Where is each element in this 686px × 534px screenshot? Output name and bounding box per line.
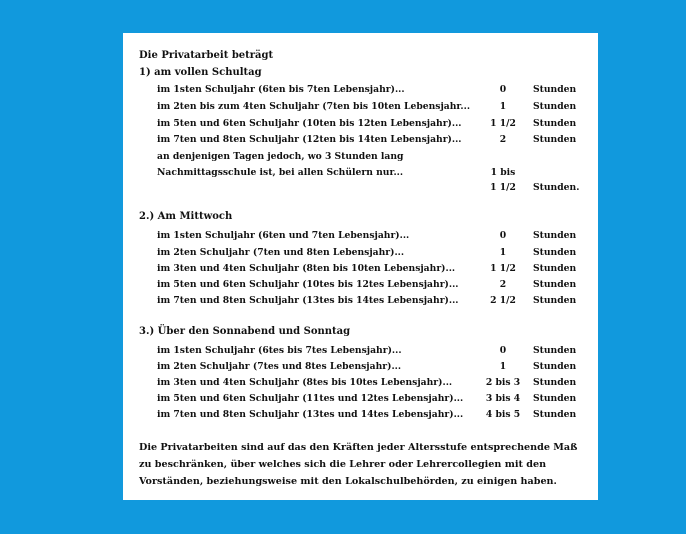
row-unit: Stunden (533, 361, 577, 372)
row-unit: Stunden (533, 84, 577, 95)
closing-paragraph: Die Privatarbeiten sind auf das den Kräften jeder Altersstufe entsprechende Maß zu beschränken, über welches sich die Lehrer oder Lehrercollegien mit den Vorständen, beziehungsweise mit den Lokalschulbehörden, zu einigen haben. (139, 442, 578, 487)
row-description: im 7ten und 8ten Schuljahr (12ten bis 14ten Lebensjahr)... (157, 134, 462, 145)
document-page (123, 33, 598, 500)
row-value: 1 1/2 (490, 182, 516, 193)
row-description: im 1sten Schuljahr (6ten bis 7ten Lebensjahr)... (157, 84, 405, 95)
table-row (123, 278, 598, 291)
row-value: 1 1/2 (490, 263, 516, 274)
row-value: 2 (499, 279, 507, 290)
row-value: 4 bis 5 (485, 409, 521, 420)
row-unit: Stunden (533, 393, 577, 404)
row-unit: Stunden (533, 377, 577, 388)
row-value: 0 (499, 345, 507, 356)
row-description: im 7ten und 8ten Schuljahr (13tes und 14tes Lebensjahr)... (157, 409, 464, 420)
table-row (123, 229, 598, 242)
row-description: im 5ten und 6ten Schuljahr (10ten bis 12ten Lebensjahr)... (157, 118, 462, 129)
table-row (123, 181, 598, 194)
row-description: an denjenigen Tagen jedoch, wo 3 Stunden lang (157, 151, 404, 162)
section-heading: 2.) Am Mittwoch (139, 211, 233, 222)
row-unit: Stunden (533, 101, 577, 112)
row-description: im 2ten Schuljahr (7ten und 8ten Lebensjahr)... (157, 247, 405, 258)
row-unit: Stunden (533, 279, 577, 290)
table-row (123, 408, 598, 421)
row-unit: Stunden (533, 345, 577, 356)
table-row (123, 246, 598, 259)
table-row (123, 150, 598, 163)
row-description: im 3ten und 4ten Schuljahr (8ten bis 10ten Lebensjahr)... (157, 263, 456, 274)
row-value: 1 (499, 101, 507, 112)
table-row (123, 294, 598, 307)
row-value: 1 (499, 247, 507, 258)
table-row (123, 117, 598, 130)
row-value: 2 1/2 (490, 295, 516, 306)
row-value: 2 (499, 134, 507, 145)
row-unit: Stunden. (533, 182, 580, 193)
section-heading: 3.) Über den Sonnabend und Sonntag (139, 326, 351, 337)
table-row (123, 262, 598, 275)
table-row (123, 83, 598, 96)
row-unit: Stunden (533, 118, 577, 129)
section-heading: 1) am vollen Schultag (139, 67, 262, 78)
row-unit: Stunden (533, 295, 577, 306)
row-value: 0 (499, 84, 507, 95)
row-description: im 2ten bis zum 4ten Schuljahr (7ten bis 10ten Lebensjahr... (157, 101, 471, 112)
table-row (123, 133, 598, 146)
row-unit: Stunden (533, 134, 577, 145)
row-unit: Stunden (533, 409, 577, 420)
row-value: 1 1/2 (490, 118, 516, 129)
row-description: im 2ten Schuljahr (7tes und 8tes Lebensjahr)... (157, 361, 402, 372)
row-description: im 7ten und 8ten Schuljahr (13tes bis 14tes Lebensjahr)... (157, 295, 459, 306)
row-unit: Stunden (533, 263, 577, 274)
document-title: Die Privatarbeit beträgt (139, 50, 274, 61)
table-row (123, 100, 598, 113)
row-description: im 1sten Schuljahr (6tes bis 7tes Lebensjahr)... (157, 345, 402, 356)
row-value: 3 bis 4 (485, 393, 521, 404)
table-row (123, 344, 598, 357)
table-row (123, 360, 598, 373)
row-description: Nachmittagsschule ist, bei allen Schülern nur... (157, 167, 404, 178)
table-row (123, 166, 598, 179)
row-unit: Stunden (533, 230, 577, 241)
row-value: 0 (499, 230, 507, 241)
row-value: 2 bis 3 (485, 377, 521, 388)
row-value: 1 (499, 361, 507, 372)
row-description: im 5ten und 6ten Schuljahr (11tes und 12tes Lebensjahr)... (157, 393, 464, 404)
row-unit: Stunden (533, 247, 577, 258)
row-description: im 5ten und 6ten Schuljahr (10tes bis 12tes Lebensjahr)... (157, 279, 459, 290)
row-value: 1 bis (490, 167, 516, 178)
table-row (123, 376, 598, 389)
table-row (123, 392, 598, 405)
row-description: im 1sten Schuljahr (6ten und 7ten Lebensjahr)... (157, 230, 410, 241)
row-description: im 3ten und 4ten Schuljahr (8tes bis 10tes Lebensjahr)... (157, 377, 453, 388)
